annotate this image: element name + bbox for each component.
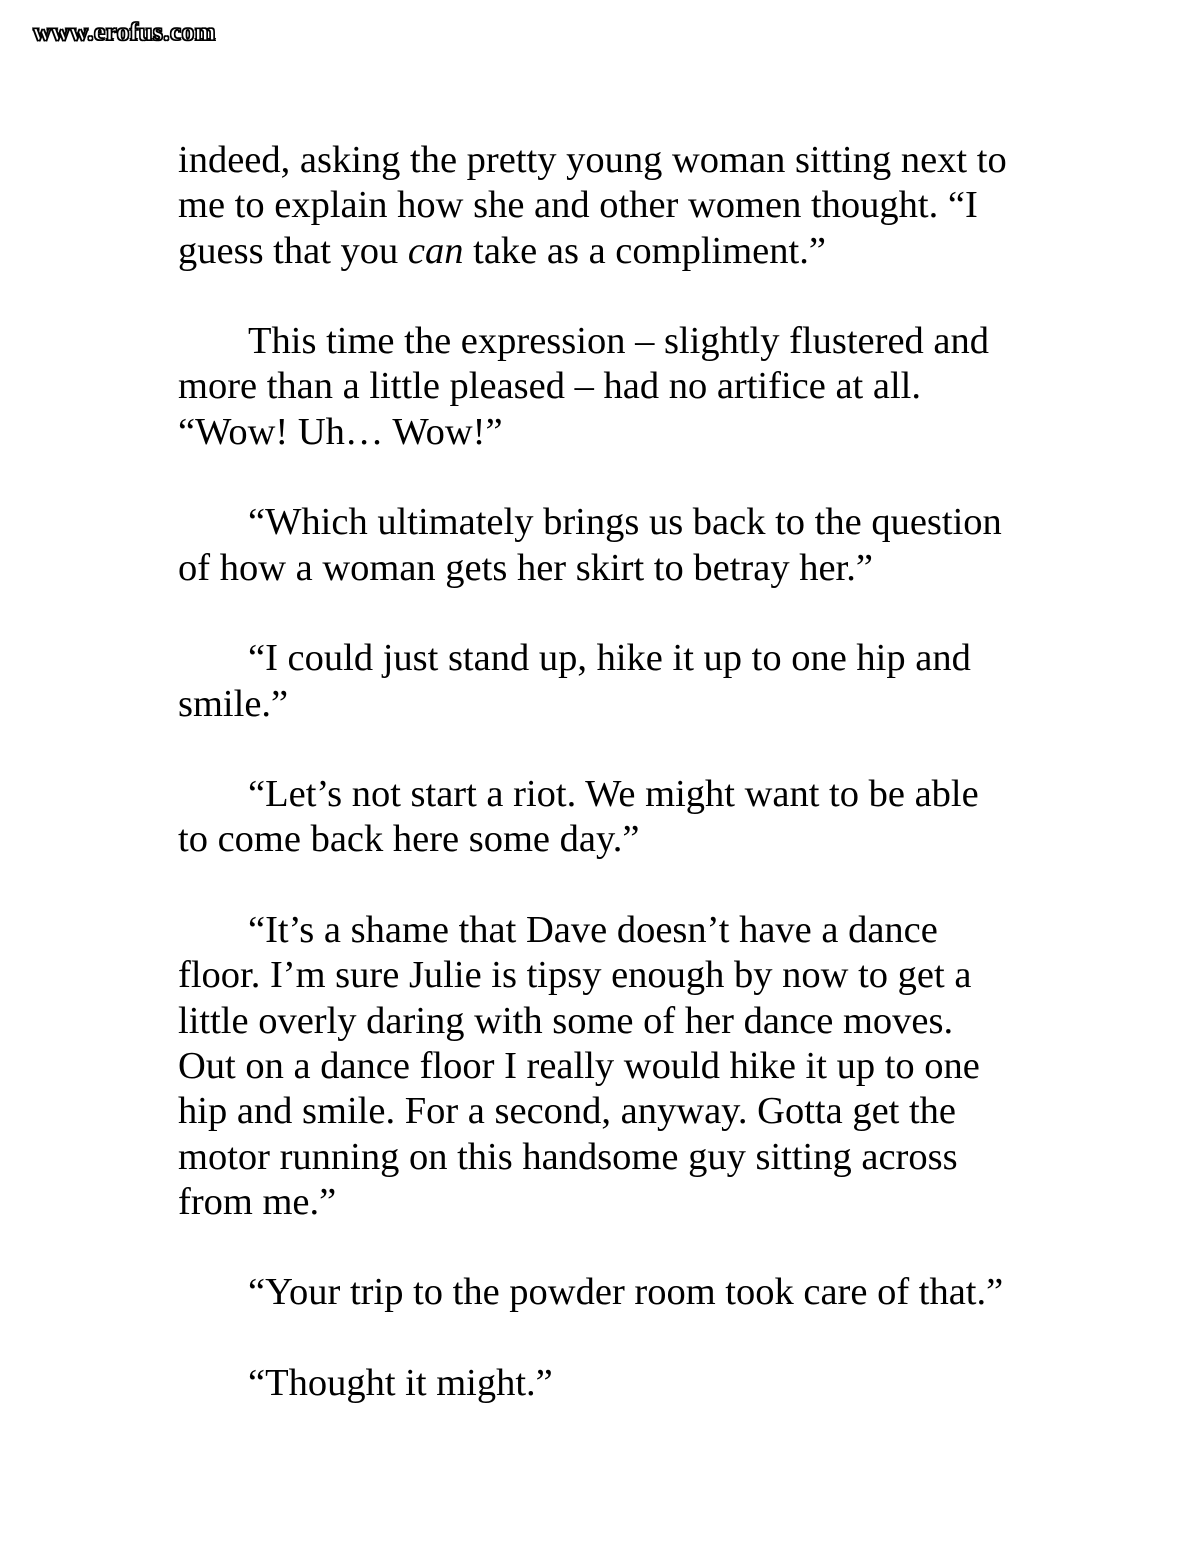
text-line: smile.” [178,682,289,725]
text-line: “Your trip to the powder room took care of that.” [248,1271,1004,1314]
text-line: “Thought it might.” [248,1362,553,1405]
paragraph-3 [178,500,1038,591]
paragraph-6 [178,908,1038,1225]
text-run: guess that you [178,229,408,272]
text-line: “Wow! Uh… Wow!” [178,410,503,453]
paragraph-8 [178,1361,1038,1406]
document-body [178,138,1038,1452]
text-line: more than a little pleased – had no artifice at all. [178,365,921,408]
paragraph-2 [178,319,1038,455]
text-line: Out on a dance floor I really would hike it up to one [178,1044,980,1087]
text-line: indeed, asking the pretty young woman sitting next to [178,139,1007,181]
paragraph-4 [178,636,1038,727]
text-line: floor. I’m sure Julie is tipsy enough by now to get a [178,954,972,997]
emphasized-word: can [407,229,464,272]
text-line: to come back here some day.” [178,818,640,861]
text-line [178,229,1038,274]
text-line: me to explain how she and other women thought. “I [178,184,978,227]
watermark-text: www.erofus.com [33,19,216,46]
text-line: from me.” [178,1180,337,1223]
text-line: “Which ultimately brings us back to the question [248,501,1002,544]
text-line: little overly daring with some of her dance moves. [178,999,954,1042]
text-line: hip and smile. For a second, anyway. Gotta get the [178,1090,957,1133]
text-line: “I could just stand up, hike it up to one hip and [248,637,971,680]
text-line: “Let’s not start a riot. We might want to be able [248,773,979,816]
paragraph-7 [178,1270,1038,1315]
text-line: of how a woman gets her skirt to betray her.” [178,546,873,589]
text-run: take as a compliment.” [463,229,826,272]
text-line: This time the expression – slightly flustered and [248,320,989,363]
text-line: “It’s a shame that Dave doesn’t have a dance [248,909,938,952]
paragraph-5 [178,772,1038,863]
text-line: motor running on this handsome guy sitting across [178,1135,958,1178]
paragraph-1 [178,138,1038,274]
